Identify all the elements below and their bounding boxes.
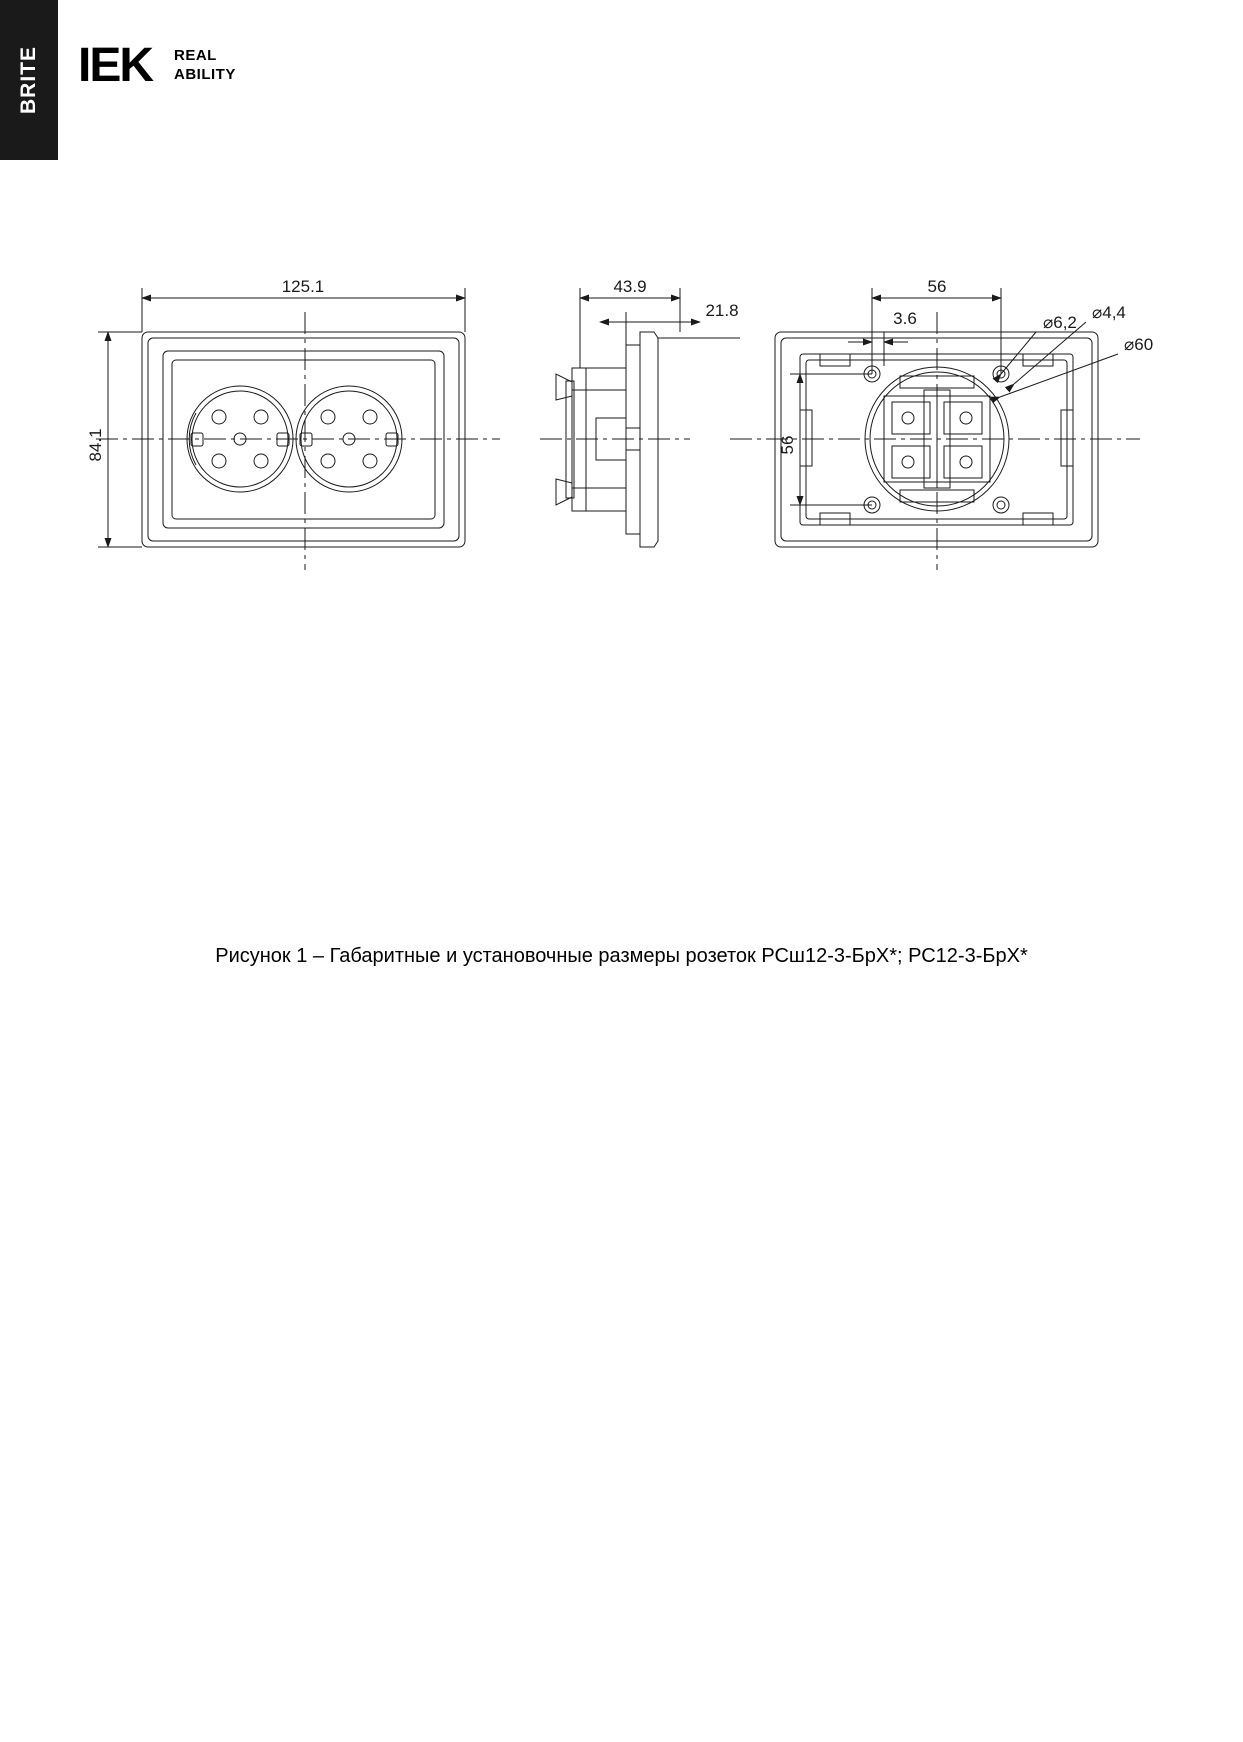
tagline-line-2: ABILITY xyxy=(174,66,236,83)
side-view-group xyxy=(540,288,740,547)
mechanism-view-group xyxy=(730,288,1140,570)
brand-tab xyxy=(0,0,58,160)
dim-side-depth: 43.9 xyxy=(613,277,647,296)
brand-tab-label: BRITE xyxy=(17,46,40,114)
iek-logo-tagline xyxy=(174,47,236,85)
dim-mech-dia-4-4: ⌀4,4 xyxy=(1092,303,1126,322)
tagline-line-1: REAL xyxy=(174,47,217,65)
dim-front-width: 125.1 xyxy=(281,277,325,296)
dim-mech-width: 56 xyxy=(927,277,947,296)
technical-drawing xyxy=(0,250,1243,620)
dim-mech-dia-6-2: ⌀6,2 xyxy=(1043,313,1077,332)
drawing-svg xyxy=(0,250,1243,620)
iek-logo-text: IEK xyxy=(78,39,153,92)
dim-front-height: 84.1 xyxy=(86,428,105,462)
dim-mech-dia-60: ⌀60 xyxy=(1124,335,1154,354)
dim-side-front-depth: 21.8 xyxy=(705,301,739,320)
dim-mech-small: 3.6 xyxy=(893,309,917,328)
page-header xyxy=(0,0,1243,160)
dim-mech-height: 56 xyxy=(778,435,797,455)
figure-caption: Рисунок 1 – Габаритные и установочные размеры розеток РСш12-3-БрХ*; РС12-3-БрХ* xyxy=(215,945,1028,967)
front-view-group xyxy=(96,288,500,570)
iek-logo xyxy=(78,39,236,92)
